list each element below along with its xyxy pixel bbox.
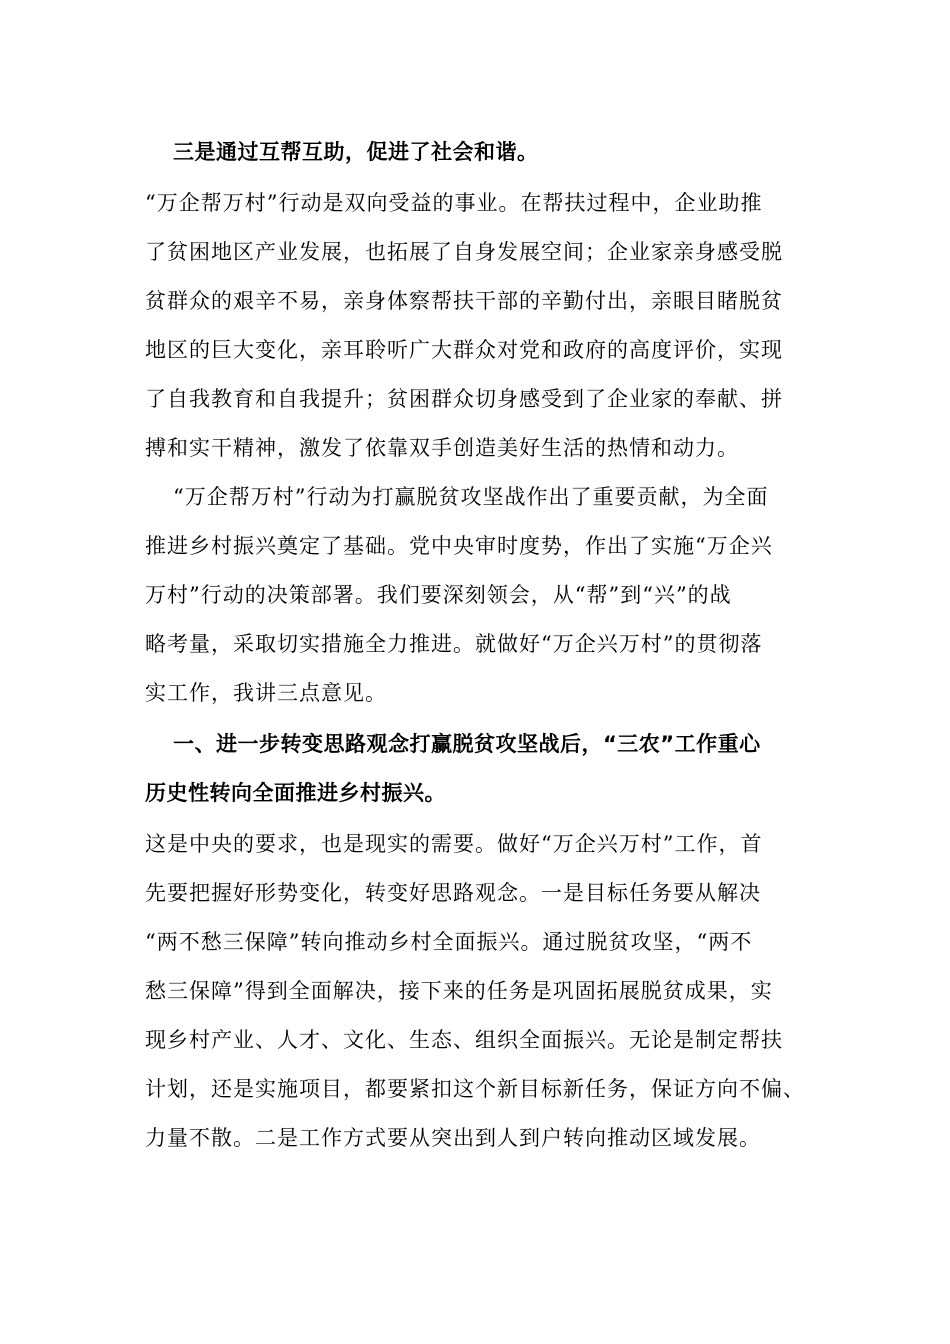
heading-line: 一、进一步转变思路观念打赢脱贫攻坚战后，“三农”工作重心 <box>173 732 761 756</box>
document-body <box>145 128 807 1163</box>
paragraph-line: 愁三保障”得到全面解决，接下来的任务是巩固拓展脱贫成果，实 <box>145 979 773 1003</box>
heading-line: 三是通过互帮互助，促进了社会和谐。 <box>173 140 539 164</box>
paragraph-line: 这是中央的要求，也是现实的需要。做好“万企兴万村”工作，首 <box>145 832 763 856</box>
paragraph-line: 了贫困地区产业发展，也拓展了自身发展空间；企业家亲身感受脱 <box>145 240 783 264</box>
paragraph-mutual-benefit <box>145 179 807 473</box>
paragraph-line: 贫群众的艰辛不易，亲身体察帮扶干部的辛勤付出，亲眼目睹脱贫 <box>145 289 783 313</box>
paragraph-line: “万企帮万村”行动为打赢脱贫攻坚战作出了重要贡献，为全面 <box>173 485 769 509</box>
paragraph-line: 现乡村产业、人才、文化、生态、组织全面振兴。无论是制定帮扶 <box>145 1028 783 1052</box>
section-heading-one <box>145 720 807 818</box>
paragraph-line: 计划，还是实施项目，都要紧扣这个新目标新任务，保证方向不偏、 <box>145 1077 805 1101</box>
paragraph-requirements <box>145 820 807 1163</box>
paragraph-line: 先要把握好形势变化，转变好思路观念。一是目标任务要从解决 <box>145 881 761 905</box>
section-heading-harmony <box>145 128 807 177</box>
paragraph-line: 了自我教育和自我提升；贫困群众切身感受到了企业家的奉献、拼 <box>145 387 783 411</box>
heading-line: 历史性转向全面推进乡村振兴。 <box>145 781 446 805</box>
paragraph-contribution <box>145 473 807 718</box>
paragraph-line: 地区的巨大变化，亲耳聆听广大群众对党和政府的高度评价，实现 <box>145 338 783 362</box>
paragraph-line: 搏和实干精神，激发了依靠双手创造美好生活的热情和动力。 <box>145 436 739 460</box>
paragraph-line: 推进乡村振兴奠定了基础。党中央审时度势，作出了实施“万企兴 <box>145 534 773 558</box>
paragraph-line: 力量不散。二是工作方式要从突出到人到户转向推动区域发展。 <box>145 1126 761 1150</box>
paragraph-line: “两不愁三保障”转向推动乡村全面振兴。通过脱贫攻坚，“两不 <box>145 930 753 954</box>
paragraph-line: 略考量，采取切实措施全力推进。就做好“万企兴万村”的贯彻落 <box>145 632 763 656</box>
paragraph-line: 万村”行动的决策部署。我们要深刻领会，从“帮”到“兴”的战 <box>145 583 732 607</box>
paragraph-line: “万企帮万村”行动是双向受益的事业。在帮扶过程中，企业助推 <box>145 191 763 215</box>
paragraph-line: 实工作，我讲三点意见。 <box>145 681 387 705</box>
